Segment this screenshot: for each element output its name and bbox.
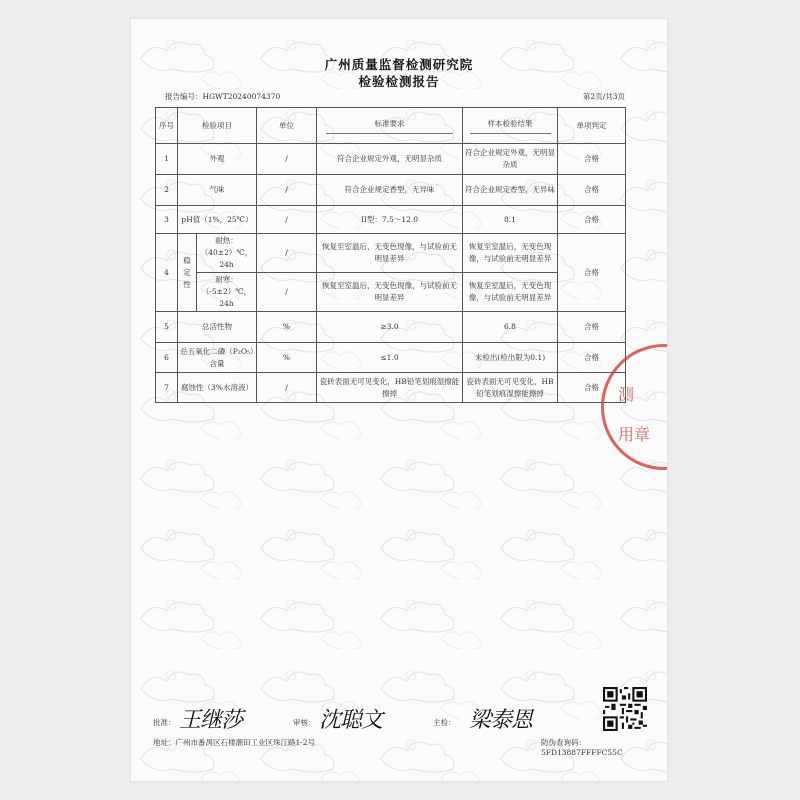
row-item: 总五氧化二磷（P₂O₅）含量 (178, 343, 257, 373)
row-result: 瓷砖表面无可见变化，HB铅笔划痕湿擦能擦掉 (463, 373, 558, 403)
row-unit: % (257, 343, 317, 373)
row-standard: II型：7.5～12.0 (317, 206, 463, 234)
row-unit: / (257, 144, 317, 175)
row-seq: 7 (156, 373, 178, 403)
row-unit: / (257, 273, 317, 312)
header-unit: 单位 (257, 108, 317, 144)
institute-title: 广州质量监督检测研究院 (324, 57, 474, 72)
row-item: 稳定性 (178, 234, 197, 312)
row-result: 恢复至室温后，无变色现像，与试验前无明显差异 (463, 273, 558, 312)
row-verdict: 合格 (558, 373, 626, 403)
row-result: 6.8 (463, 312, 558, 343)
seal-text: 测 用章 (618, 385, 651, 444)
table-row (156, 373, 626, 403)
header-item: 检验项目 (178, 108, 257, 144)
table-row (156, 343, 626, 373)
report-title: 检验检测报告 (358, 74, 440, 89)
table-row (156, 273, 626, 312)
anti-fake-label: 防伪查询码： (541, 738, 586, 747)
row-result: 符合企业规定香型，无异味 (463, 175, 558, 206)
header-result-subline (470, 133, 551, 134)
row-seq: 4 (156, 234, 178, 312)
row-standard: 恢复至室温后，无变色现像，与试验前无明显差异 (317, 273, 463, 312)
report-number (165, 91, 280, 102)
inspection-table (155, 107, 626, 403)
check-signature: 梁泰恩 (469, 708, 533, 733)
row-standard: ≤1.0 (317, 343, 463, 373)
row-unit: / (257, 234, 317, 273)
row-seq: 6 (156, 343, 178, 373)
row-seq: 2 (156, 175, 178, 206)
anti-fake-code: 5FD13887FFFFC55C (541, 748, 623, 757)
row-unit: % (257, 312, 317, 343)
header-standard-label: 标准要求 (374, 118, 405, 128)
row-standard: 符合企业规定香型，无异味 (317, 175, 463, 206)
row-result: 未检出(检出限为0.1) (463, 343, 558, 373)
table-row (156, 312, 626, 343)
header-standard-subline (326, 133, 453, 134)
row-standard: ≥3.0 (317, 312, 463, 343)
row-item: 腐蚀性（3%水溶液） (178, 373, 257, 403)
row-item: pH值（1%，25℃） (178, 206, 257, 234)
row-item: 气味 (178, 175, 257, 206)
review-label: 审核： (293, 718, 316, 727)
row-subitem: 耐热：（40±2）℃，24h (197, 234, 257, 273)
report-number-value: HGWT20240074370 (202, 92, 281, 101)
header-verdict: 单项判定 (558, 108, 626, 144)
row-standard: 符合企业规定外观，无明显杂质 (317, 144, 463, 175)
row-item: 总活性物 (178, 312, 257, 343)
row-subitem: 耐寒：（-5±2）℃，24h (197, 273, 257, 312)
row-verdict: 合格 (558, 312, 626, 343)
row-seq: 3 (156, 206, 178, 234)
row-seq: 1 (156, 144, 178, 175)
table-row (156, 234, 626, 273)
row-result: 8.1 (463, 206, 558, 234)
anti-fake-query (541, 737, 667, 757)
row-unit: / (257, 175, 317, 206)
table-header-row (156, 108, 626, 144)
report-page (130, 18, 668, 782)
header-result (463, 108, 558, 144)
table-row (156, 144, 626, 175)
check-label: 主检： (433, 718, 456, 727)
qr-code (603, 687, 647, 731)
row-unit: / (257, 206, 317, 234)
header-seq: 序号 (156, 108, 178, 144)
address: 地址：广州市番禺区石楼潮田工业区珠江路1-2号 (153, 738, 316, 747)
row-verdict: 合格 (558, 144, 626, 175)
row-item: 外观 (178, 144, 257, 175)
header-standard (317, 108, 463, 144)
row-verdict: 合格 (558, 343, 626, 373)
row-verdict: 合格 (558, 175, 626, 206)
approve-label: 批准： (153, 718, 176, 727)
row-unit: / (257, 373, 317, 403)
report-number-label: 报告编号： (165, 92, 203, 101)
table-row (156, 175, 626, 206)
row-result: 恢复至室温后，无变色现像，与试验前无明显差异 (463, 234, 558, 273)
row-verdict: 合格 (558, 234, 626, 312)
row-standard: 瓷砖表面无可见变化，HB铅笔划痕湿擦能擦掉 (317, 373, 463, 403)
header-result-label: 样本检验结果 (487, 118, 533, 128)
row-result: 符合企业规定外观，无明显杂质 (463, 144, 558, 175)
page-info: 第2页/共3页 (582, 92, 625, 101)
row-verdict: 合格 (558, 206, 626, 234)
review-signature: 沈聪文 (319, 708, 383, 733)
row-seq: 5 (156, 312, 178, 343)
row-standard: 恢复至室温后，无变色现像，与试验前无明显差异 (317, 234, 463, 273)
table-row (156, 206, 626, 234)
approve-signature: 王继莎 (179, 708, 243, 733)
